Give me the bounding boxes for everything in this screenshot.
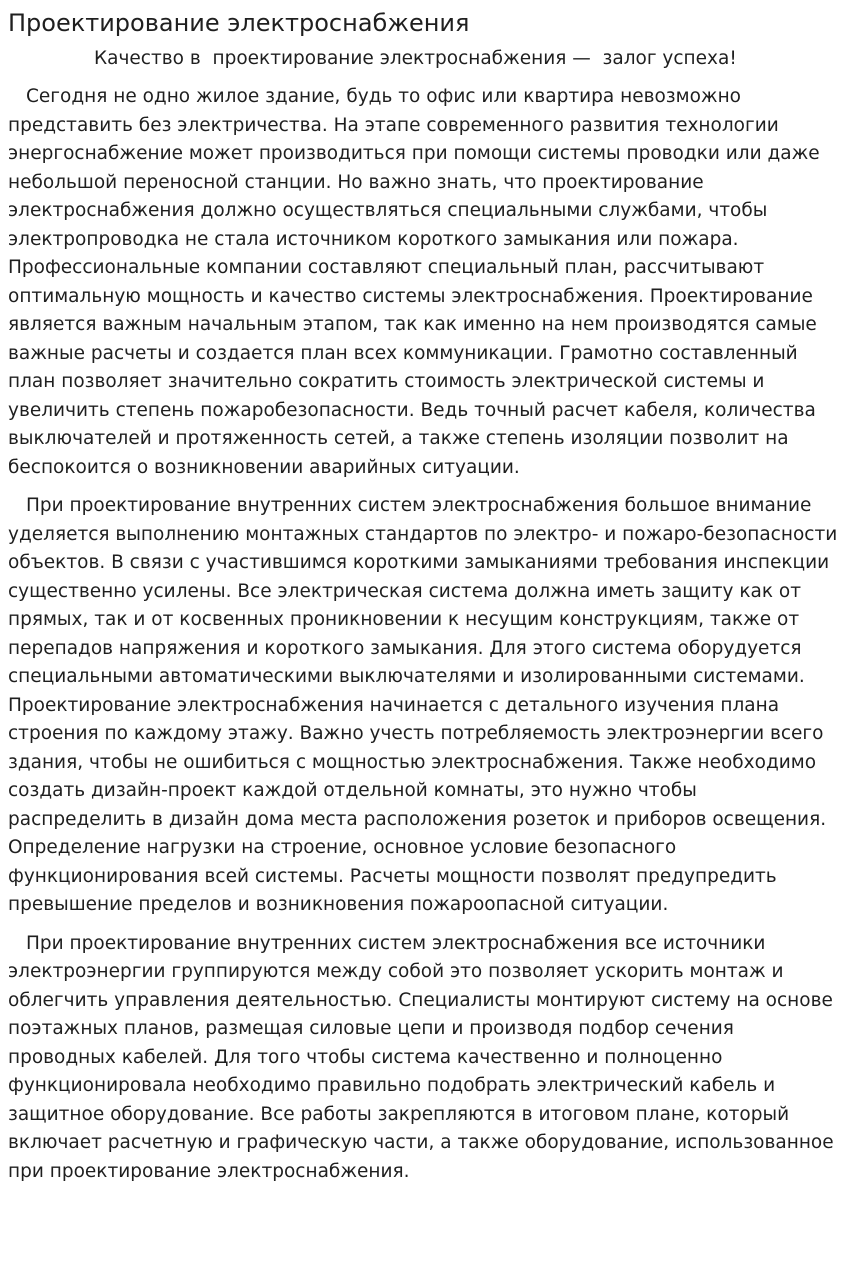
paragraph-1: Сегодня не одно жилое здание, будь то офис или квартира невозможно представить без электричества. На этапе современного развития технологии энергоснабжение может производиться при помощи системы проводки или даже небольшой переносной станции. Но важно знать, что проектирование электроснабжения должно осуществляться специальными службами, чтобы электропроводка не стала источником короткого замыкания или пожара. Профессиональные компании составляют специальный план, рассчитывают оптимальную мощность и качество системы электроснабжения. Проектирование является важным начальным этапом, так как именно на нем производятся самые важные расчеты и создается план всех коммуникации. Грамотно составленный план позволяет значительно сократить стоимость электрической системы и увеличить степень пожаробезопасности. Ведь точный расчет кабеля, количества выключателей и протяженность сетей, а также степень изоляции позволит на беспокоится о возникновении аварийных ситуации. bbox=[8, 86, 820, 478]
paragraph-2: При проектирование внутренних систем электроснабжения большое внимание уделяется выполнению монтажных стандартов по электро- и пожаро-безопасности объектов. В связи с участившимся короткими замыканиями требования инспекции существенно усилены. Все электрическая система должна иметь защиту как от прямых, так и от косвенных проникновении к несущим конструкциям, также от перепадов напряжения и короткого замыкания. Для этого система оборудуется специальными автоматическими выключателями и изолированными системами. Проектирование электроснабжения начинается с детального изучения плана строения по каждому этажу. Важно учесть потребляемость электроэнергии всего здания, чтобы не ошибиться с мощностью электроснабжения. Также необходимо создать дизайн-проект каждой отдельной комнаты, это нужно чтобы распределить в дизайн дома места расположения розеток и приборов освещения. Определение нагрузки на строение, основное условие безопасного функционирования всей системы. Расчеты мощности позволят предупредить превышение пределов и возникновения пожароопасной ситуации. bbox=[8, 495, 838, 915]
article bbox=[0, 9, 847, 1270]
article-subtitle: Качество в проектирование электроснабжения — залог успеха! bbox=[94, 48, 737, 69]
page-title: Проектирование электроснабжения bbox=[8, 9, 470, 37]
paragraph-3: При проектирование внутренних систем электроснабжения все источники электроэнергии группируются между собой это позволяет ускорить монтаж и облегчить управления деятельностью. Специалисты монтируют систему на основе поэтажных планов, размещая силовые цепи и производя подбор сечения проводных кабелей. Для того чтобы система качественно и полноценно функционировала необходимо правильно подобрать электрический кабель и защитное оборудование. Все работы закрепляются в итоговом плане, который включает расчетную и графическую части, а также оборудование, использованное при проектирование электроснабжения. bbox=[8, 932, 834, 1182]
